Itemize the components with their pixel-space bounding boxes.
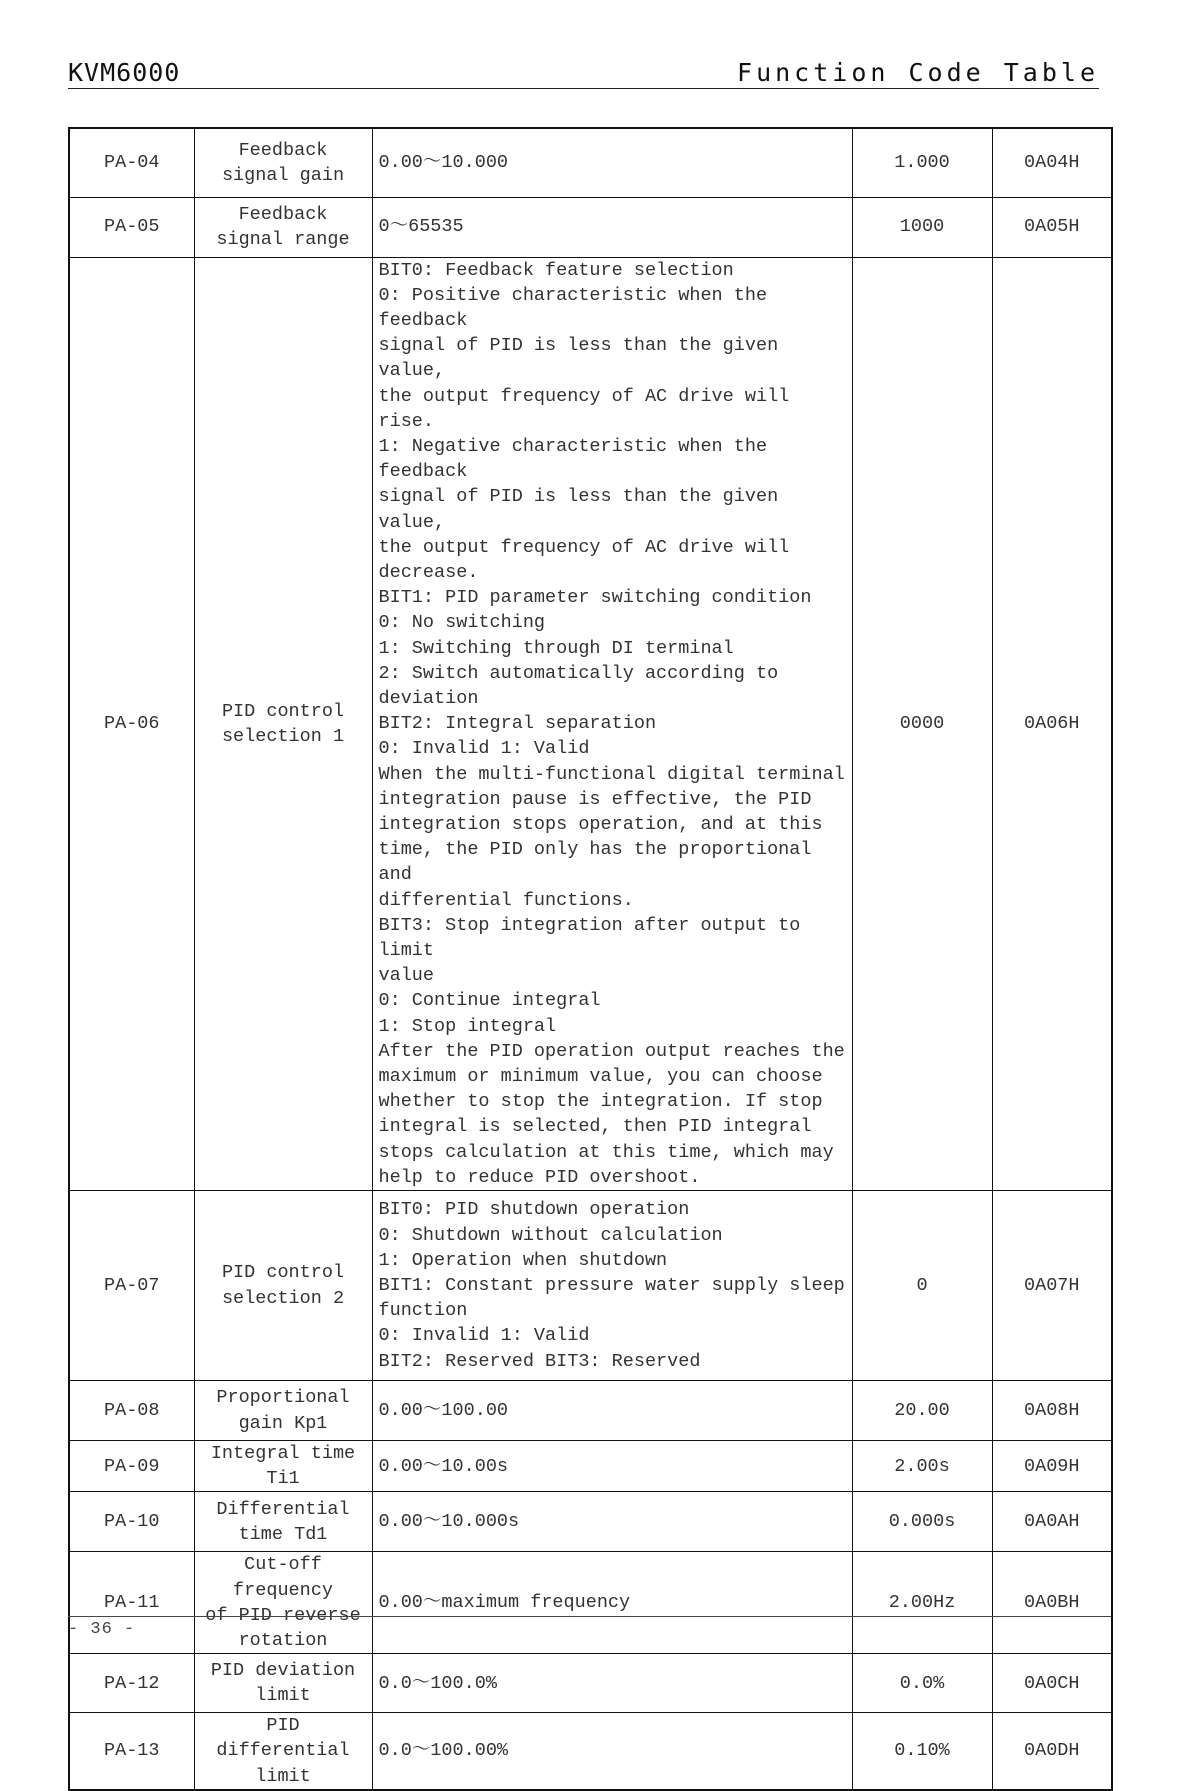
setting-range: 0～65535 [372,197,852,257]
function-code: PA-05 [69,197,194,257]
setting-range: 0.00～10.000s [372,1492,852,1552]
table-row [69,128,1112,197]
document-product-name: KVM6000 [68,58,181,87]
default-value: 1.000 [852,128,992,197]
communication-address: 0A07H [992,1191,1112,1381]
communication-address: 0A09H [992,1441,1112,1492]
function-code-table [68,127,1113,1791]
communication-address: 0A0CH [992,1654,1112,1713]
table-row [69,257,1112,1191]
default-value: 0.000s [852,1492,992,1552]
setting-range: 0.0～100.0% [372,1654,852,1713]
table-row [69,1441,1112,1492]
setting-range: 0.00～100.00 [372,1381,852,1441]
parameter-name: Cut-off frequency of PID reverse rotation [194,1552,372,1654]
setting-range: 0.0～100.00% [372,1713,852,1790]
setting-range: 0.00～maximum frequency [372,1552,852,1654]
table-row [69,1654,1112,1713]
setting-range: 0.00～10.000 [372,128,852,197]
table-row [69,1552,1112,1654]
default-value: 2.00s [852,1441,992,1492]
communication-address: 0A06H [992,257,1112,1191]
function-code: PA-09 [69,1441,194,1492]
default-value: 0 [852,1191,992,1381]
communication-address: 0A04H [992,128,1112,197]
header-divider [68,88,1099,89]
default-value: 20.00 [852,1381,992,1441]
default-value: 0.10% [852,1713,992,1790]
document-section-title: Function Code Table [737,58,1099,87]
page-number: - 36 - [68,1620,136,1639]
default-value: 0000 [852,257,992,1191]
communication-address: 0A0BH [992,1552,1112,1654]
table-row [69,1713,1112,1790]
communication-address: 0A0DH [992,1713,1112,1790]
parameter-name: Feedback signal gain [194,128,372,197]
footer-divider [68,1616,1111,1617]
communication-address: 0A0AH [992,1492,1112,1552]
setting-range: BIT0: PID shutdown operation 0: Shutdown without calculation 1: Operation when shutdown BIT1: Constant pressure water supply sleep function 0: Invalid 1: Valid BIT2: Reserved BIT3: Reserved [372,1191,852,1381]
parameter-name: PID deviation limit [194,1654,372,1713]
parameter-name: Integral time Ti1 [194,1441,372,1492]
parameter-name: PID control selection 1 [194,257,372,1191]
table-row [69,1381,1112,1441]
table-row [69,1492,1112,1552]
default-value: 0.0% [852,1654,992,1713]
function-code: PA-10 [69,1492,194,1552]
parameter-name: PID differential limit [194,1713,372,1790]
setting-range: 0.00～10.00s [372,1441,852,1492]
default-value: 1000 [852,197,992,257]
function-code: PA-12 [69,1654,194,1713]
default-value: 2.00Hz [852,1552,992,1654]
function-code: PA-08 [69,1381,194,1441]
function-code: PA-07 [69,1191,194,1381]
function-code: PA-13 [69,1713,194,1790]
communication-address: 0A08H [992,1381,1112,1441]
parameter-name: Differential time Td1 [194,1492,372,1552]
communication-address: 0A05H [992,197,1112,257]
table-row [69,197,1112,257]
function-code: PA-06 [69,257,194,1191]
parameter-name: Proportional gain Kp1 [194,1381,372,1441]
table-row [69,1191,1112,1381]
function-code: PA-11 [69,1552,194,1654]
function-code: PA-04 [69,128,194,197]
parameter-name: PID control selection 2 [194,1191,372,1381]
setting-range: BIT0: Feedback feature selection 0: Positive characteristic when the feedback signal of PID is less than the given value, the output frequency of AC drive will rise. 1: Negative characteristic when the feedback signal of PID is less than the given value, the output frequency of AC drive will decrease. BIT1: PID parameter switching condition 0: No switching 1: Switching through DI terminal 2: Switch automatically according to deviation BIT2: Integral separation 0: Invalid 1: Valid When the multi-functional digital terminal integration pause is effective, the PID integration stops operation, and at this time, the PID only has the proportional and differential functions. BIT3: Stop integration after output to limit value 0: Continue integral 1: Stop integral After the PID operation output reaches the maximum or minimum value, you can choose whether to stop the integration. If stop integral is selected, then PID integral stops calculation at this time, which may help to reduce PID overshoot. [372,257,852,1191]
parameter-name: Feedback signal range [194,197,372,257]
